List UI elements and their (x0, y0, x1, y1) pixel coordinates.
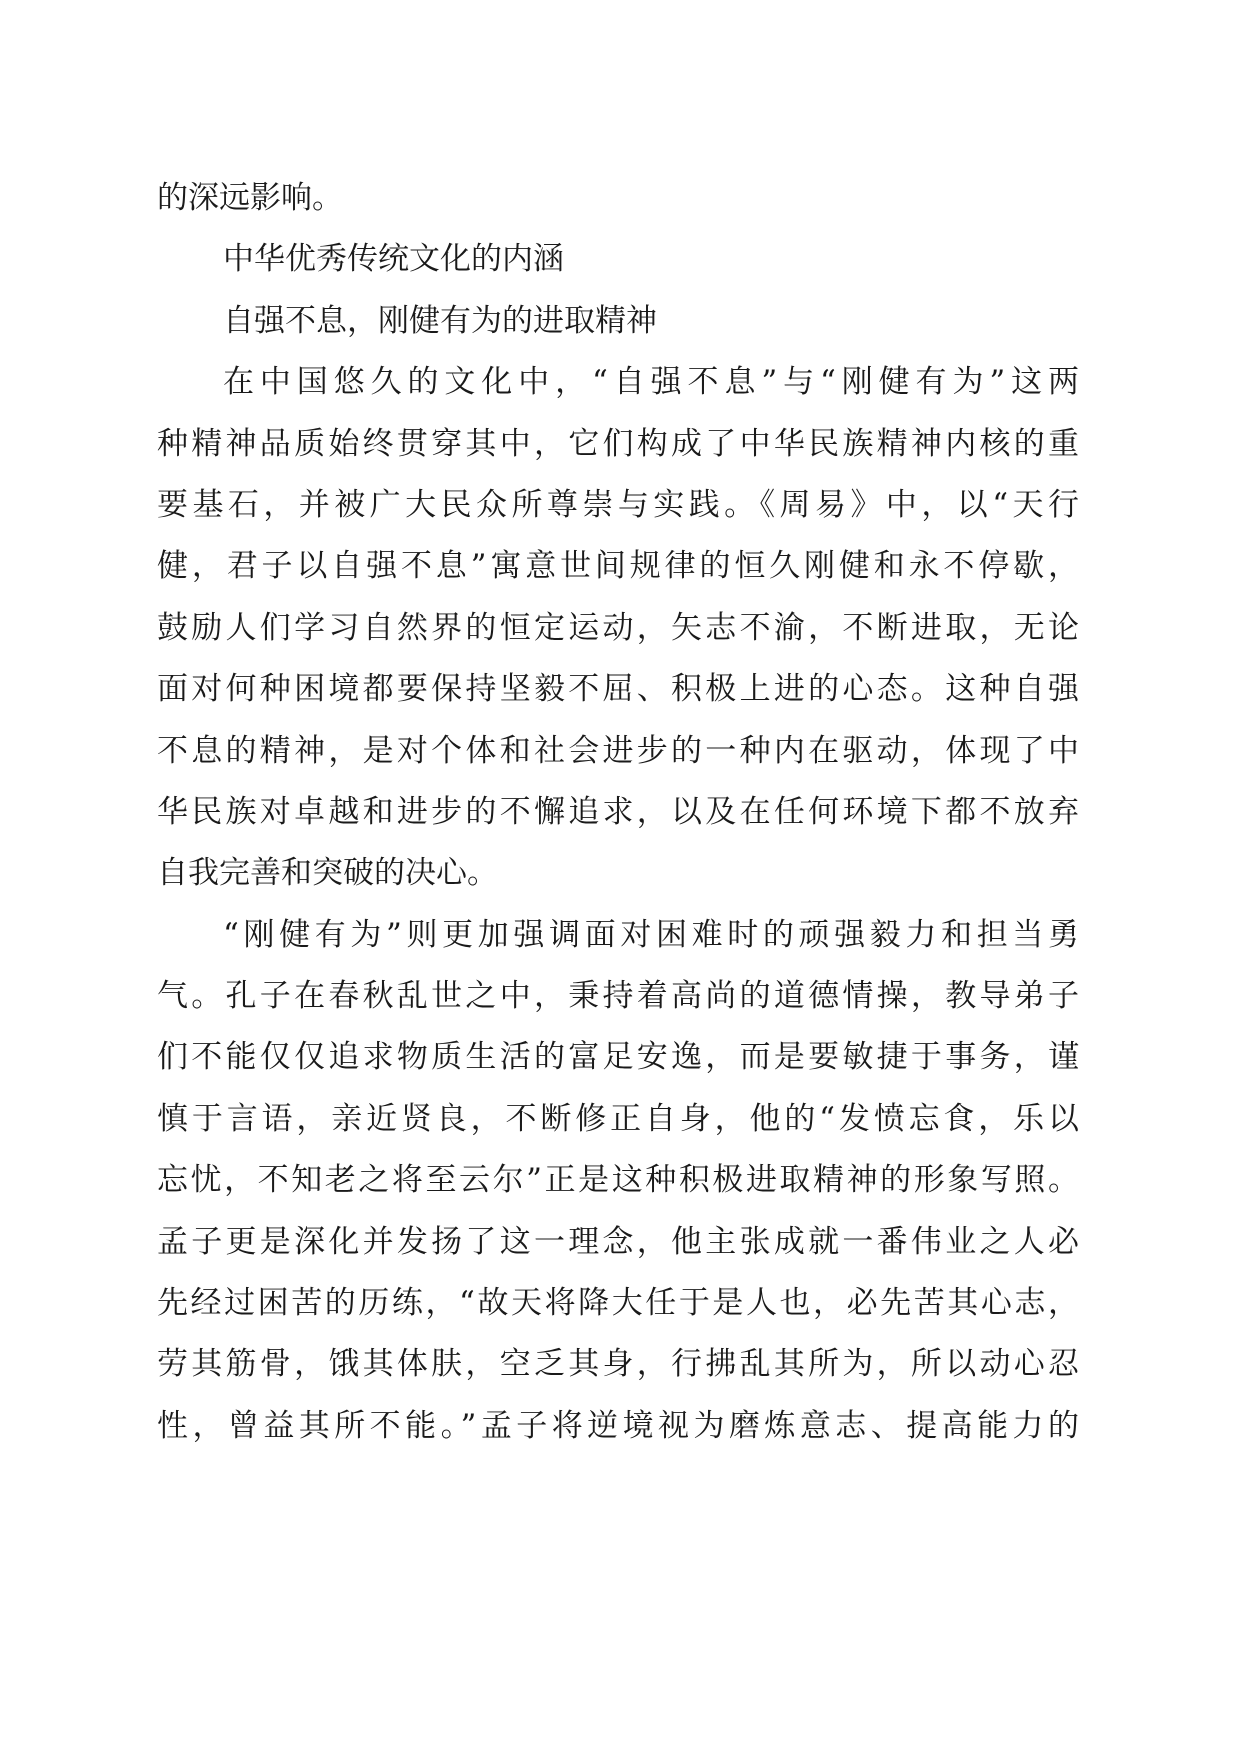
subsection-heading: 自强不息，刚健有为的进取精神 (223, 302, 657, 339)
text-line: 华民族对卓越和进步的不懈追求，以及在任何环境下都不放弃 (157, 793, 1079, 830)
text-line: 健，君子以自强不息”寓意世间规律的恒久刚健和永不停歇， (157, 548, 1079, 585)
text-line: 自我完善和突破的决心。 (157, 855, 498, 892)
text-line: 忘忧，不知老之将至云尔”正是这种积极进取精神的形象写照。 (157, 1162, 1079, 1199)
text-line: 孟子更是深化并发扬了这一理念，他主张成就一番伟业之人必 (157, 1223, 1079, 1260)
text-line: 种精神品质始终贯穿其中，它们构成了中华民族精神内核的重 (157, 425, 1079, 462)
text-line: “刚健有为”则更加强调面对困难时的顽强毅力和担当勇 (223, 916, 1079, 953)
text-line: 鼓励人们学习自然界的恒定运动，矢志不渝，不断进取，无论 (157, 609, 1079, 646)
text-line: 不息的精神，是对个体和社会进步的一种内在驱动，体现了中 (157, 732, 1079, 769)
text-line: 们不能仅仅追求物质生活的富足安逸，而是要敏捷于事务，谨 (157, 1039, 1079, 1076)
text-line: 的深远影响。 (157, 180, 343, 216)
text-line: 面对何种困境都要保持坚毅不屈、积极上进的心态。这种自强 (157, 671, 1079, 708)
section-heading: 中华优秀传统文化的内涵 (223, 241, 564, 278)
text-line: 慎于言语，亲近贤良，不断修正自身，他的“发愤忘食，乐以 (157, 1100, 1079, 1137)
text-line: 性，曾益其所不能。”孟子将逆境视为磨炼意志、提高能力的 (157, 1407, 1079, 1444)
text-line: 气。孔子在春秋乱世之中，秉持着高尚的道德情操，教导弟子 (157, 978, 1079, 1015)
text-line: 在中国悠久的文化中，“自强不息”与“刚健有为”这两 (223, 364, 1079, 401)
text-line: 先经过困苦的历练，“故天将降大任于是人也，必先苦其心志， (157, 1285, 1079, 1322)
text-line: 要基石，并被广大民众所尊崇与实践。《周易》中，以“天行 (157, 486, 1079, 523)
document-body (157, 168, 1079, 1457)
text-line: 劳其筋骨，饿其体肤，空乏其身，行拂乱其所为，所以动心忍 (157, 1346, 1079, 1383)
